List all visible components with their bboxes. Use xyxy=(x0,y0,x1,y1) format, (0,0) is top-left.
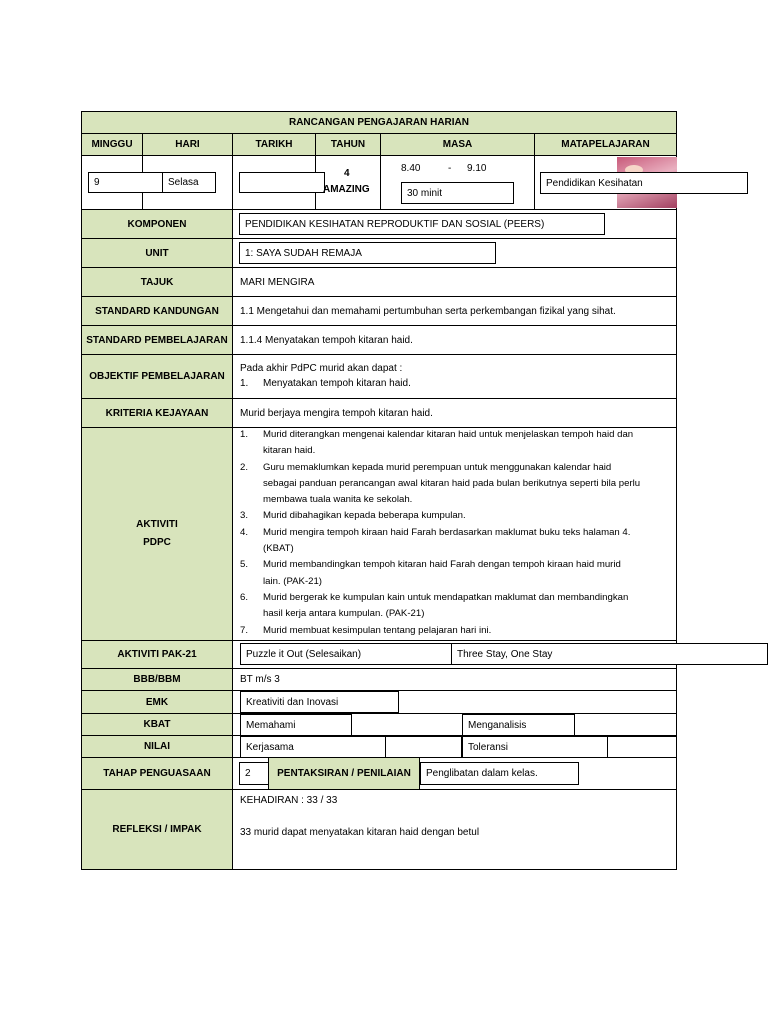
aktiviti-label xyxy=(81,428,233,641)
masa-dash: - xyxy=(448,163,452,174)
tajuk-value: MARI MENGIRA xyxy=(233,268,677,297)
pentaksiran-field[interactable]: Penglibatan dalam kelas. xyxy=(420,762,579,785)
aktiviti-label-line2: PDPC xyxy=(143,537,171,548)
pak21-field-a[interactable]: Puzzle it Out (Selesaikan) xyxy=(240,643,452,665)
minggu-field[interactable]: 9 xyxy=(88,172,163,193)
aktiviti-label-line1: AKTIVITI xyxy=(136,519,178,530)
aktiviti-item-line: kitaran haid. xyxy=(263,445,316,457)
aktiviti-item-line: sebagai panduan perancangan awal kitaran haid pada bulan berikutnya seperti bila perlu xyxy=(263,477,641,489)
tarikh-field[interactable] xyxy=(239,172,325,193)
aktiviti-item-number: 4. xyxy=(240,526,249,538)
aktiviti-item-line: Murid membuat kesimpulan tentang pelajaran hari ini. xyxy=(263,624,492,636)
aktiviti-item xyxy=(240,427,674,460)
aktiviti-item-line: Murid membandingkan tempoh kitaran haid Farah dengan tempoh kiraan haid murid xyxy=(263,559,621,571)
tajuk-label: TAJUK xyxy=(81,268,233,297)
header-hari: HARI xyxy=(143,134,233,156)
aktiviti-item-line: Murid diterangkan mengenai kalendar kitaran haid untuk menjelaskan tempoh haid dan xyxy=(263,429,634,440)
aktiviti-item-line: (KBAT) xyxy=(263,543,294,555)
tahap-label: TAHAP PENGUASAAN xyxy=(81,758,233,790)
table-title: RANCANGAN PENGAJARAN HARIAN xyxy=(81,111,677,134)
masa-end: 9.10 xyxy=(467,163,487,174)
emk-field[interactable]: Kreativiti dan Inovasi xyxy=(240,691,399,713)
kriteria-label: KRITERIA KEJAYAAN xyxy=(81,399,233,428)
sp-value: 1.1.4 Menyatakan tempoh kitaran haid. xyxy=(233,326,677,355)
nilai-field-blank[interactable] xyxy=(385,736,462,758)
aktiviti-item-line: hasil kerja antara kumpulan. (PAK-21) xyxy=(263,608,425,620)
aktiviti-item xyxy=(240,460,674,509)
aktiviti-item-number: 5. xyxy=(240,559,249,571)
nilai-field-a[interactable]: Kerjasama xyxy=(240,736,386,758)
aktiviti-item-number: 1. xyxy=(240,429,249,440)
header-tahun: TAHUN xyxy=(316,134,381,156)
emk-label: EMK xyxy=(81,691,233,714)
sk-label: STANDARD KANDUNGAN xyxy=(81,297,233,326)
header-tarikh: TARIKH xyxy=(233,134,316,156)
aktiviti-list xyxy=(240,427,674,639)
kbat-field-b[interactable]: Menganalisis xyxy=(462,714,575,736)
bbb-value: BT m/s 3 xyxy=(233,669,677,691)
komponen-label: KOMPONEN xyxy=(81,210,233,239)
komponen-field[interactable]: PENDIDIKAN KESIHATAN REPRODUKTIF DAN SOSIAL (PEERS) xyxy=(239,213,605,235)
bbb-label: BBB/BBM xyxy=(81,669,233,691)
objektif-number: 1. xyxy=(240,378,249,389)
masa-start: 8.40 xyxy=(401,163,421,174)
nilai-field-b[interactable]: Toleransi xyxy=(462,736,608,758)
kbat-field-a[interactable]: Memahami xyxy=(240,714,352,736)
sk-value: 1.1 Mengetahui dan memahami pertumbuhan serta perkembangan fizikal yang sihat. xyxy=(233,297,677,326)
aktiviti-item-number: 7. xyxy=(240,624,249,636)
tahun-number: 4 xyxy=(344,168,350,179)
unit-label: UNIT xyxy=(81,239,233,268)
sp-label: STANDARD PEMBELAJARAN xyxy=(81,326,233,355)
objektif-label: OBJEKTIF PEMBELAJARAN xyxy=(81,355,233,399)
aktiviti-item-number: 2. xyxy=(240,461,249,473)
pentaksiran-label: PENTAKSIRAN / PENILAIAN xyxy=(268,758,420,790)
info-tahun-cell xyxy=(316,156,381,210)
header-masa: MASA xyxy=(381,134,535,156)
kriteria-value: Murid berjaya mengira tempoh kitaran haid. xyxy=(233,399,677,428)
aktiviti-item-number: 6. xyxy=(240,591,249,603)
aktiviti-item xyxy=(240,525,674,558)
unit-field[interactable]: 1: SAYA SUDAH REMAJA xyxy=(239,242,496,264)
nilai-field-blank-2[interactable] xyxy=(607,736,677,758)
tahun-kelas: AMAZING xyxy=(323,184,370,195)
kehadiran-text: KEHADIRAN : 33 / 33 xyxy=(240,795,338,806)
refleksi-label: REFLEKSI / IMPAK xyxy=(81,790,233,870)
aktiviti-item-line: membawa tuala wanita ke sekolah. xyxy=(263,494,413,506)
aktiviti-item-number: 3. xyxy=(240,510,249,522)
objektif-intro: Pada akhir PdPC murid akan dapat : xyxy=(240,363,403,374)
objektif-cell xyxy=(233,355,677,399)
tahap-field[interactable]: 2 xyxy=(239,762,269,785)
header-matapelajaran: MATAPELAJARAN xyxy=(535,134,677,156)
aktiviti-item xyxy=(240,557,674,590)
nilai-label: NILAI xyxy=(81,736,233,758)
pak21-label: AKTIVITI PAK-21 xyxy=(81,641,233,669)
aktiviti-item-line: Murid mengira tempoh kiraan haid Farah berdasarkan maklumat buku teks halaman 4. xyxy=(263,526,631,538)
header-minggu: MINGGU xyxy=(81,134,143,156)
masa-duration-field[interactable]: 30 minit xyxy=(401,182,514,204)
pak21-field-b[interactable]: Three Stay, One Stay xyxy=(451,643,768,665)
aktiviti-item-line: Murid dibahagikan kepada beberapa kumpulan. xyxy=(263,510,466,522)
aktiviti-item xyxy=(240,508,674,524)
kbat-label: KBAT xyxy=(81,714,233,736)
aktiviti-item-line: Murid bergerak ke kumpulan kain untuk mendapatkan maklumat dan membandingkan xyxy=(263,591,629,603)
aktiviti-item-line: lain. (PAK-21) xyxy=(263,575,323,587)
hari-field[interactable]: Selasa xyxy=(162,172,216,193)
objektif-item: Menyatakan tempoh kitaran haid. xyxy=(263,378,411,389)
aktiviti-item xyxy=(240,623,674,639)
aktiviti-item xyxy=(240,590,674,623)
subject-field[interactable]: Pendidikan Kesihatan xyxy=(540,172,748,194)
aktiviti-item-line: Guru memaklumkan kepada murid perempuan untuk menggunakan kalendar haid xyxy=(263,461,612,473)
refleksi-text: 33 murid dapat menyatakan kitaran haid dengan betul xyxy=(240,827,480,838)
